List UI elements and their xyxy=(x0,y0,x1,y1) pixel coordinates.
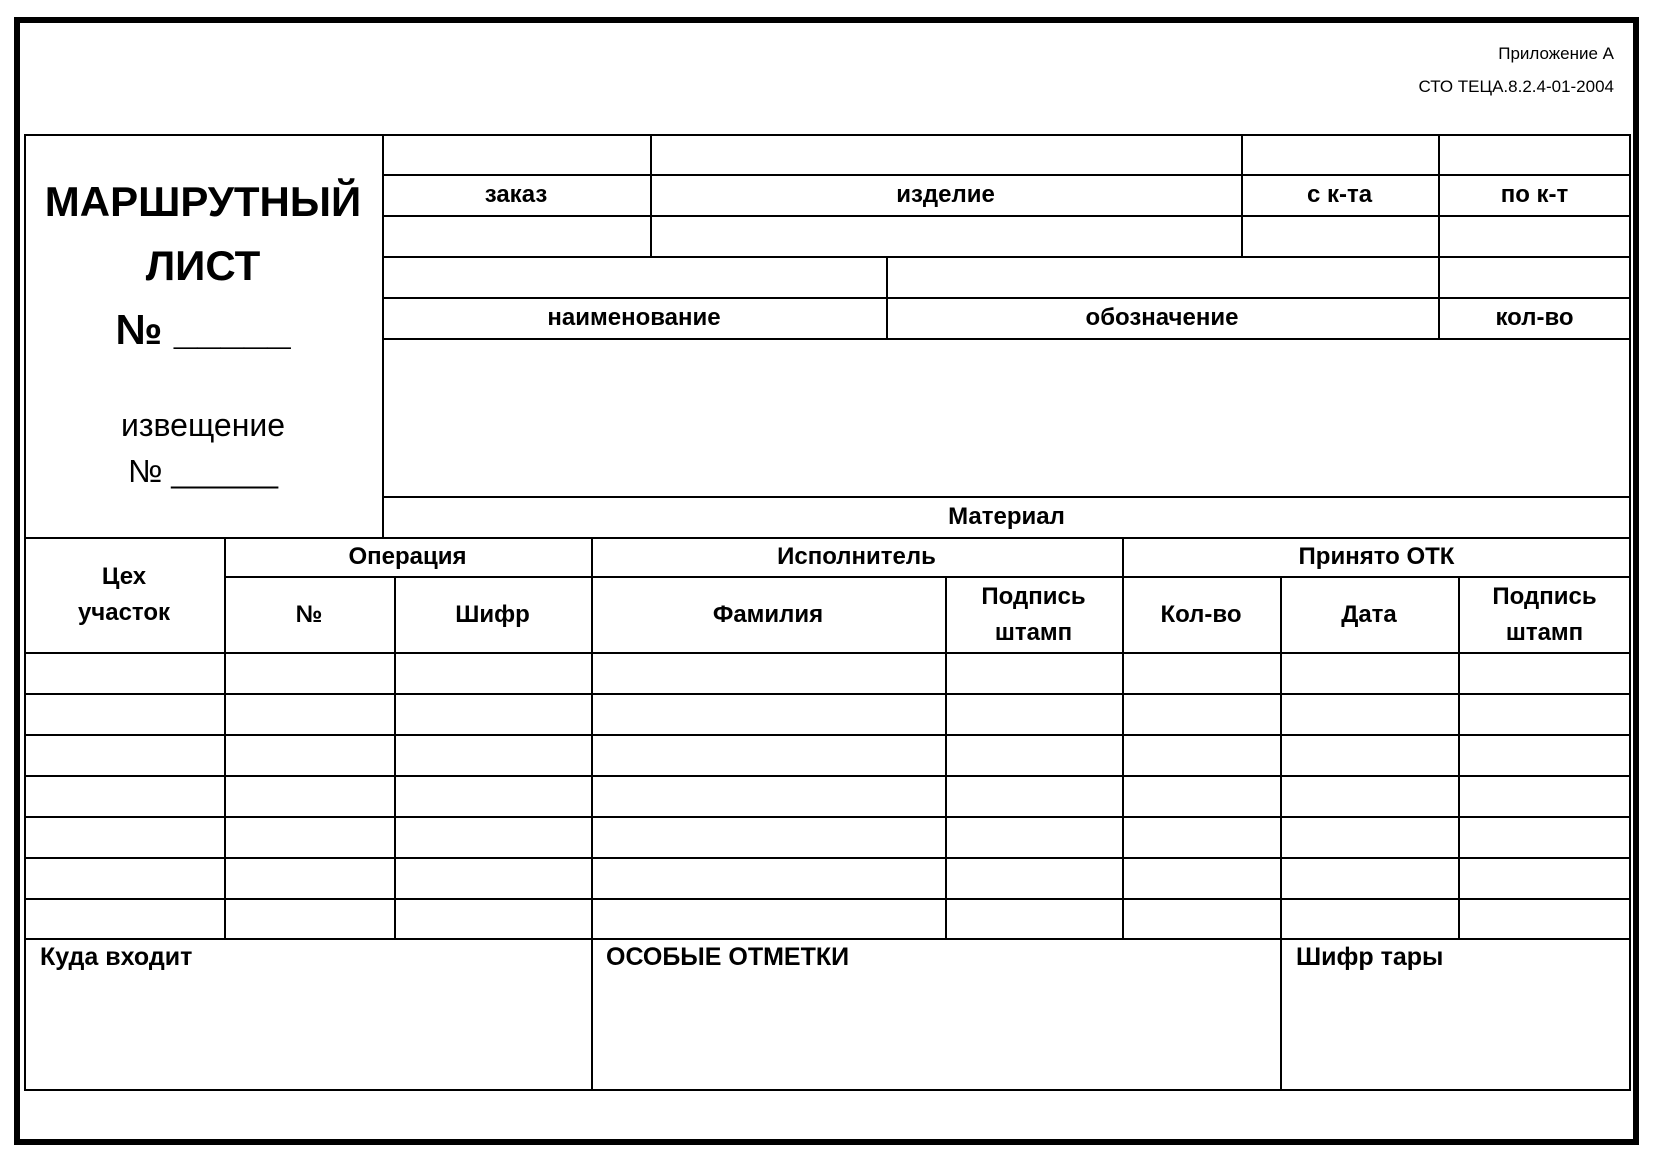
accepted-header: Принято ОТК xyxy=(1298,543,1455,570)
grid-line xyxy=(24,693,1631,695)
standard-code: СТО ТЕЦА.8.2.4-01-2004 xyxy=(1418,77,1614,96)
grid-line xyxy=(24,898,1631,900)
notice-label: извещение xyxy=(120,407,286,443)
notice-block xyxy=(24,402,382,494)
signature-header xyxy=(945,577,1122,652)
from-kit-label: с к-та xyxy=(1306,181,1373,208)
op-number-header: № xyxy=(295,600,323,628)
signature2-header xyxy=(1458,577,1631,652)
signature-header-text: Подпись штамп xyxy=(981,582,1086,646)
order-label: заказ xyxy=(484,181,548,208)
grid-line xyxy=(24,938,1631,940)
grid-line xyxy=(24,857,1631,859)
notice-number: № ______ xyxy=(128,453,278,489)
qty-header: Кол-во xyxy=(1160,600,1242,628)
date-header: Дата xyxy=(1341,600,1397,628)
op-code-header: Шифр xyxy=(455,600,530,628)
grid-line xyxy=(24,775,1631,777)
grid-line xyxy=(24,734,1631,736)
goes-into-label: Куда входит xyxy=(40,943,193,971)
shop-header xyxy=(24,538,224,652)
form-title-line2: ЛИСТ xyxy=(145,242,261,289)
surname-header: Фамилия xyxy=(712,600,824,628)
special-notes-label: ОСОБЫЕ ОТМЕТКИ xyxy=(606,943,850,971)
grid-line xyxy=(382,256,1631,258)
form-number: № _____ xyxy=(115,306,291,353)
quantity-label: кол-во xyxy=(1495,304,1574,331)
product-label: изделие xyxy=(896,181,995,208)
form-title-line1: МАРШРУТНЫЙ xyxy=(44,178,362,225)
signature2-header-text: Подпись штамп xyxy=(1492,582,1597,646)
operation-header: Операция xyxy=(348,543,467,570)
shop-header-text: Цех участок xyxy=(77,563,171,626)
name-label: наименование xyxy=(547,304,721,331)
grid-line xyxy=(1280,576,1282,1091)
container-code-label: Шифр тары xyxy=(1296,943,1444,971)
appendix-label: Приложение А xyxy=(1498,44,1614,63)
to-kit-label: по к-т xyxy=(1500,181,1569,208)
grid-line xyxy=(24,652,1631,654)
form-title xyxy=(24,170,382,362)
designation-label: обозначение xyxy=(1085,304,1239,331)
executor-header: Исполнитель xyxy=(777,543,936,570)
grid-line xyxy=(24,816,1631,818)
grid-line xyxy=(382,338,1631,340)
material-label: Материал xyxy=(948,503,1065,530)
grid-line xyxy=(382,215,1631,217)
